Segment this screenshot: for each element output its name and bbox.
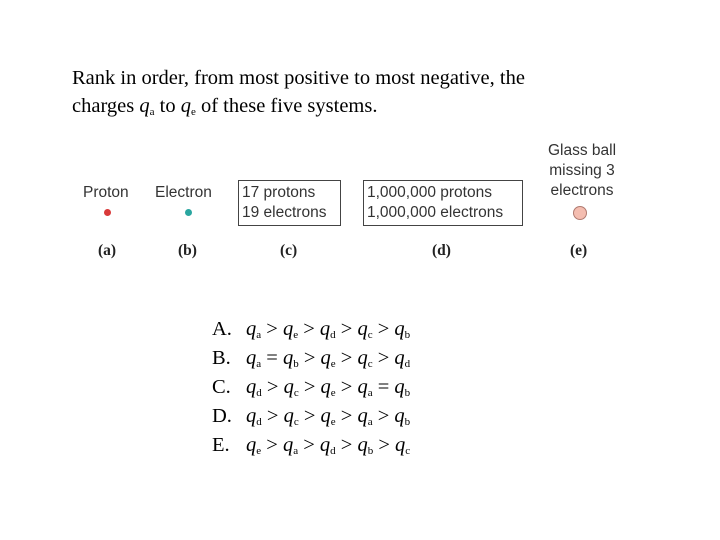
option-d[interactable]: D. $q_d > q_c > q_e > q_a > q_b$ [212, 405, 411, 428]
relation-operator: > [372, 405, 395, 427]
label-b: (b) [178, 242, 197, 259]
system-c-protons: 17 protons [242, 184, 316, 201]
charge-symbol: q [394, 347, 405, 369]
charge-subscript: d [330, 445, 336, 457]
charge-subscript: b [404, 329, 411, 341]
charge-subscript: d [256, 387, 262, 399]
charge-symbol: q [357, 434, 368, 456]
glass-ball-label: Glass ball missing 3 electrons [547, 142, 617, 199]
proton-label: Proton [83, 184, 129, 201]
option-b[interactable]: B. $q_a = q_b > q_e > q_c > q_d$ [212, 347, 411, 370]
charge-symbol: q [282, 434, 294, 456]
question-line-2: charges $q_a$ to $q_e$ of these five systems. [72, 95, 378, 118]
question-text [72, 64, 672, 126]
relation-operator: > [298, 347, 321, 369]
charge-symbol: q [246, 318, 257, 340]
charge-symbol: q [246, 405, 257, 427]
question-line-1: Rank in order, from most positive to most negative, the [72, 67, 525, 89]
charge-symbol: q [357, 318, 368, 340]
charge-subscript: d [256, 416, 262, 428]
charge-subscript: a [256, 358, 262, 370]
relation-operator: > [261, 405, 284, 427]
relation-operator: > [261, 318, 283, 340]
charge-symbol: q [394, 318, 405, 340]
relation-operator: > [335, 318, 358, 340]
relation-operator: > [335, 405, 358, 427]
label-d: (d) [432, 242, 451, 259]
charge-subscript: b [367, 445, 374, 457]
charge-symbol: q [320, 405, 331, 427]
charge-subscript: e [256, 445, 262, 457]
system-d-protons: 1,000,000 protons [367, 184, 492, 201]
charge-symbol: q [246, 347, 257, 369]
relation-operator: > [335, 434, 358, 456]
charge-symbol: q [319, 318, 331, 340]
charge-symbol: q [282, 347, 294, 369]
charge-symbol: q [319, 434, 331, 456]
charge-symbol: q [394, 376, 405, 398]
charge-subscript: d [330, 329, 336, 341]
relation-operator: > [373, 434, 396, 456]
charge-symbol: q [357, 347, 368, 369]
label-c: (c) [280, 242, 298, 259]
relation-operator: > [298, 405, 321, 427]
relation-operator: > [261, 434, 283, 456]
charge-subscript: b [404, 387, 411, 399]
relation-operator: > [298, 376, 321, 398]
relation-operator: = [261, 347, 283, 369]
relation-operator: > [298, 434, 320, 456]
charge-symbol: q [283, 376, 294, 398]
label-e: (e) [570, 242, 588, 259]
charge-symbol: q [246, 376, 257, 398]
system-d-electrons: 1,000,000 electrons [367, 204, 504, 221]
charge-subscript: b [404, 416, 411, 428]
charge-symbol: q [320, 347, 331, 369]
charge-subscript: d [404, 358, 411, 370]
charge-symbol: q [357, 405, 368, 427]
charge-symbol: q [246, 434, 257, 456]
relation-operator: > [372, 347, 395, 369]
charge-subscript: a [256, 329, 262, 341]
relation-operator: > [335, 376, 358, 398]
label-a: (a) [98, 242, 117, 259]
option-e[interactable]: E. $q_e > q_a > q_d > q_b > q_c$ [212, 434, 411, 457]
electron-label: Electron [155, 184, 212, 201]
charge-subscript: c [405, 445, 411, 457]
electron-dot [185, 209, 192, 216]
option-c[interactable]: C. $q_d > q_c > q_e > q_a = q_b$ [212, 376, 411, 399]
proton-dot [104, 209, 111, 216]
relation-operator: = [372, 376, 395, 398]
system-d-box [363, 180, 523, 226]
charge-subscript: a [293, 445, 299, 457]
option-a[interactable]: A. $q_a > q_e > q_d > q_c > q_b$ [212, 318, 411, 341]
relation-operator: > [372, 318, 395, 340]
charge-symbol: q [394, 405, 405, 427]
charge-subscript: c [293, 416, 299, 428]
relation-operator: > [261, 376, 284, 398]
charge-subscript: e [330, 387, 336, 399]
system-c-electrons: 19 electrons [242, 204, 327, 221]
system-c-box [238, 180, 341, 226]
charge-subscript: b [293, 358, 299, 370]
charge-symbol: q [283, 405, 294, 427]
charge-subscript: a [367, 416, 373, 428]
charge-symbol: q [320, 376, 331, 398]
charge-symbol: q [282, 318, 294, 340]
charge-subscript: e [330, 358, 336, 370]
relation-operator: > [335, 347, 358, 369]
charge-subscript: e [293, 329, 299, 341]
charge-symbol: q [357, 376, 368, 398]
charge-subscript: c [367, 358, 373, 370]
glass-ball-icon [573, 206, 587, 220]
charge-subscript: a [367, 387, 373, 399]
relation-operator: > [298, 318, 320, 340]
charge-subscript: c [367, 329, 373, 341]
charge-symbol: q [395, 434, 406, 456]
charge-subscript: e [330, 416, 336, 428]
charge-subscript: c [293, 387, 299, 399]
